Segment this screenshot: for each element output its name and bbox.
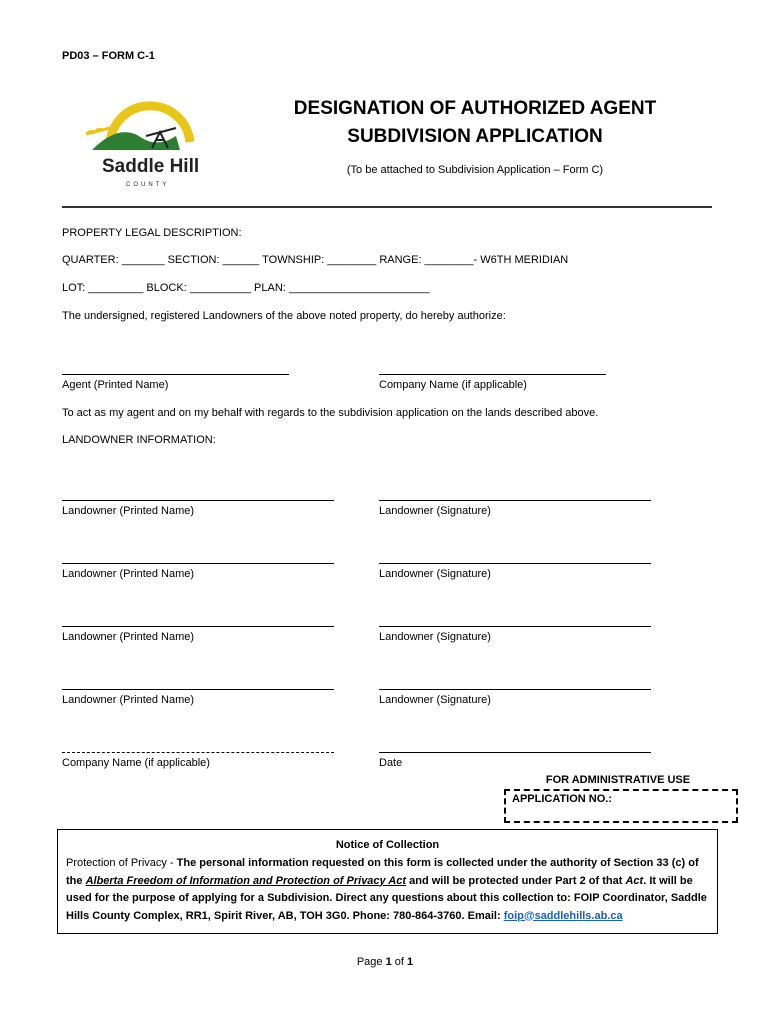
page-prefix: Page — [356, 956, 386, 968]
agent-company-line[interactable] — [379, 374, 606, 375]
notice-act-word: Act — [625, 874, 644, 887]
admin-use-heading: FOR ADMINISTRATIVE USE — [545, 774, 691, 786]
landowner-signature-label: Landowner (Signature) — [379, 631, 491, 643]
landowner-name-line[interactable] — [62, 500, 334, 501]
notice-body — [66, 855, 709, 925]
date-line[interactable] — [379, 752, 651, 753]
page-number — [0, 956, 770, 968]
landowner-signature-label: Landowner (Signature) — [379, 694, 491, 706]
saddle-hills-logo — [80, 98, 200, 193]
landowner-name-line[interactable] — [62, 563, 334, 564]
company-name-line[interactable] — [62, 752, 334, 753]
header-divider — [62, 206, 712, 208]
authorize-text: The undersigned, registered Landowners of the above noted property, do hereby authorize: — [62, 310, 506, 322]
agent-company-label: Company Name (if applicable) — [379, 379, 527, 391]
agent-name-line[interactable] — [62, 374, 289, 375]
landowner-name-line[interactable] — [62, 626, 334, 627]
landowner-name-label: Landowner (Printed Name) — [62, 505, 195, 517]
document-subtitle: (To be attached to Subdivision Application – Form C) — [346, 164, 604, 176]
notice-text-2: and will be protected under Part 2 of that — [406, 874, 626, 887]
company-name-label: Company Name (if applicable) — [62, 757, 210, 769]
document-title-line1: DESIGNATION OF AUTHORIZED AGENT — [293, 98, 657, 119]
page-total: 1 — [407, 956, 414, 968]
property-heading: PROPERTY LEGAL DESCRIPTION: — [62, 227, 242, 239]
landowner-name-label: Landowner (Printed Name) — [62, 694, 195, 706]
notice-act-name: Alberta Freedom of Information and Protection of Privacy Act — [85, 874, 407, 887]
notice-title: Notice of Collection — [335, 839, 440, 851]
form-code: PD03 – FORM C-1 — [62, 50, 155, 62]
agent-name-label: Agent (Printed Name) — [62, 379, 169, 391]
act-as-agent-text: To act as my agent and on my behalf with regards to the subdivision application on the lands described above. — [62, 407, 599, 419]
landowner-signature-line[interactable] — [379, 689, 651, 690]
landowner-signature-label: Landowner (Signature) — [379, 568, 491, 580]
application-number-label: APPLICATION NO.: — [512, 793, 613, 805]
landowner-signature-line[interactable] — [379, 626, 651, 627]
notice-of-collection — [57, 829, 718, 934]
property-line-quarter[interactable]: QUARTER: _______ SECTION: ______ TOWNSHIP: ________ RANGE: ________- W6TH MERIDIAN — [62, 254, 569, 266]
notice-text-1: The personal information requested on this form is collected under the authority of Section 33 (c) of the — [66, 857, 699, 887]
landowner-signature-line[interactable] — [379, 500, 651, 501]
landowner-name-label: Landowner (Printed Name) — [62, 568, 195, 580]
foip-email-link[interactable]: foip@saddlehills.ab.ca — [503, 909, 623, 922]
logo-text: Saddle Hills — [102, 156, 200, 177]
date-label: Date — [379, 757, 403, 769]
notice-text-3: . It will be used for the purpose of applying for a Subdivision. Direct any questions about this collection to: FOIP Coordinator, Saddle Hills County Complex, RR1, Spirit River, AB, TOH 3G0. Phone: 780-864-3760. Email: — [66, 874, 707, 922]
landowner-signature-line[interactable] — [379, 563, 651, 564]
page-of: of — [391, 956, 408, 968]
notice-lead: Protection of Privacy - — [66, 857, 177, 869]
landowner-heading: LANDOWNER INFORMATION: — [62, 434, 216, 446]
landowner-signature-label: Landowner (Signature) — [379, 505, 491, 517]
landowner-name-line[interactable] — [62, 689, 334, 690]
document-title-line2: SUBDIVISION APPLICATION — [347, 126, 603, 147]
logo-subtext: COUNTY — [126, 182, 170, 188]
landowner-name-label: Landowner (Printed Name) — [62, 631, 195, 643]
page-current: 1 — [385, 956, 392, 968]
property-line-lot[interactable]: LOT: _________ BLOCK: __________ PLAN: _______________________ — [62, 282, 430, 294]
